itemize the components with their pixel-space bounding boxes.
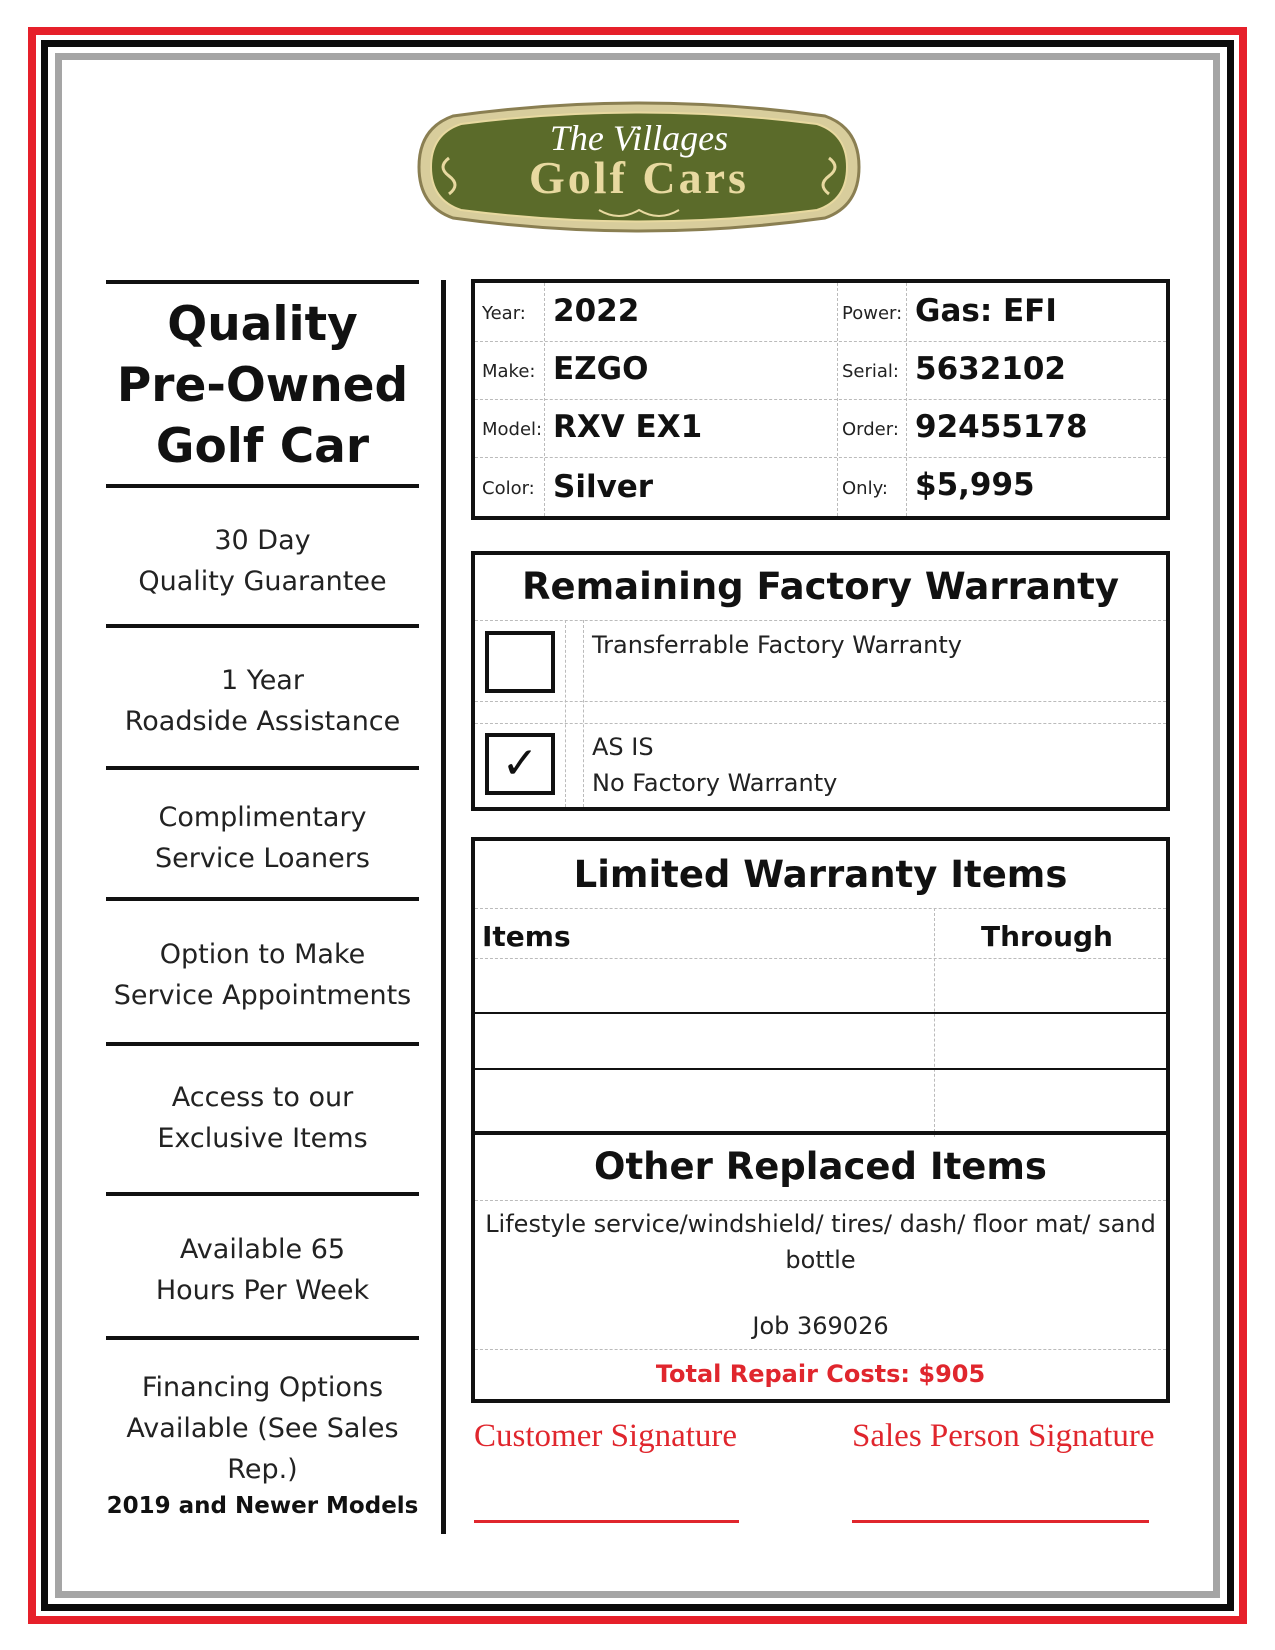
row-divider [475, 1349, 1166, 1350]
left-rule [106, 484, 419, 488]
model-value: RXV EX1 [553, 409, 703, 445]
limited-item-row[interactable] [475, 959, 1166, 1012]
other-title: Other Replaced Items [594, 1145, 1047, 1188]
limited-item-row[interactable] [475, 1070, 1166, 1135]
price-value: $5,995 [915, 467, 1035, 503]
transferrable-warranty-checkbox[interactable] [485, 631, 555, 693]
description-line: Lifestyle service/windshield/ tires/ dash/ floor mat/ sand [485, 1210, 1156, 1238]
power-value: Gas: EFI [915, 293, 1057, 329]
feature-line: Access to our [171, 1082, 354, 1113]
left-rule [106, 766, 419, 770]
transferrable-warranty-label [592, 627, 962, 663]
customer-signature-label: Customer Signature [474, 1418, 738, 1454]
make-label: Make: [482, 361, 536, 382]
title-line: Quality [167, 297, 358, 352]
left-rule [106, 1336, 419, 1340]
row-divider [475, 1200, 1166, 1201]
feature-exclusive-items [96, 1077, 429, 1159]
option-line: Transferrable Factory Warranty [592, 631, 962, 659]
feature-line: Available 65 [179, 1234, 346, 1265]
logo-line1: The Villages [549, 118, 729, 158]
serial-label: Serial: [842, 361, 899, 382]
feature-service-loaners [96, 797, 429, 879]
feature-line: Option to Make [159, 939, 366, 970]
as-is-checkbox[interactable] [485, 733, 555, 795]
power-label: Power: [842, 303, 903, 324]
feature-line: Service Loaners [155, 843, 370, 874]
feature-service-appointments [96, 934, 429, 1016]
model-label: Model: [482, 419, 543, 440]
left-rule [106, 1042, 419, 1046]
order-value: 92455178 [915, 409, 1088, 445]
customer-signature-line[interactable] [474, 1520, 739, 1523]
row-divider [475, 341, 1166, 342]
as-is-label [592, 729, 837, 801]
car-info-table [471, 279, 1170, 520]
limited-warranty-box [471, 837, 1170, 1133]
row-divider [475, 701, 1166, 702]
order-label: Order: [842, 419, 899, 440]
row-divider [475, 399, 1166, 400]
description-line: bottle [785, 1246, 856, 1274]
logo-line2: Golf Cars [529, 152, 749, 203]
feature-line: Hours Per Week [155, 1275, 370, 1306]
feature-line: 30 Day [214, 525, 311, 556]
feature-line: Complimentary [158, 802, 367, 833]
sales-signature-line[interactable] [852, 1520, 1149, 1523]
title-line: Pre-Owned [116, 358, 409, 413]
row-divider [475, 908, 1166, 909]
total-repair-costs: Total Repair Costs: $905 [655, 1360, 986, 1388]
color-value: Silver [553, 469, 654, 505]
col-divider [583, 620, 584, 807]
factory-warranty-box [471, 551, 1170, 811]
left-rule [106, 624, 419, 628]
col-divider [837, 283, 838, 516]
warranty-title: Remaining Factory Warranty [522, 565, 1119, 608]
feature-line: Quality Guarantee [138, 566, 387, 597]
page-title [106, 294, 419, 477]
option-line: No Factory Warranty [592, 769, 838, 797]
color-label: Color: [482, 478, 535, 499]
left-rule [106, 1192, 419, 1196]
year-value: 2022 [553, 293, 640, 329]
col-divider [544, 283, 545, 516]
feature-hours [96, 1229, 429, 1311]
check-mark-icon: ✓ [501, 738, 539, 789]
row-divider [475, 620, 1166, 621]
limited-item-row[interactable] [475, 1014, 1166, 1068]
sales-signature-label: Sales Person Signature [852, 1418, 1155, 1454]
feature-line: Roadside Assistance [124, 706, 401, 737]
col-divider [565, 620, 566, 807]
column-divider [441, 280, 446, 1534]
feature-quality-guarantee [96, 520, 429, 602]
villages-golf-cars-logo [413, 98, 865, 236]
option-line: AS IS [592, 733, 654, 761]
other-replaced-box [471, 1131, 1170, 1403]
left-rule [106, 280, 419, 284]
make-value: EZGO [553, 351, 649, 387]
through-column-header: Through [981, 920, 1113, 953]
feature-line: Available (See Sales Rep.) [126, 1413, 399, 1485]
price-label: Only: [842, 478, 888, 499]
col-divider [906, 283, 907, 516]
feature-line: Exclusive Items [157, 1123, 368, 1154]
title-line: Golf Car [155, 419, 370, 474]
row-divider [475, 723, 1166, 724]
feature-line: Financing Options [141, 1372, 384, 1403]
feature-financing [96, 1367, 429, 1522]
year-label: Year: [482, 303, 526, 324]
replaced-items-description [485, 1206, 1156, 1278]
items-column-header: Items [482, 920, 571, 953]
job-number: Job 369026 [752, 1312, 889, 1340]
feature-line: 1 Year [221, 665, 304, 696]
limited-title: Limited Warranty Items [573, 853, 1068, 896]
feature-line: Service Appointments [113, 980, 412, 1011]
row-divider [475, 457, 1166, 458]
feature-roadside-assistance [96, 660, 429, 742]
left-rule [106, 897, 419, 901]
financing-note: 2019 and Newer Models [106, 1493, 419, 1519]
serial-value: 5632102 [915, 351, 1066, 387]
